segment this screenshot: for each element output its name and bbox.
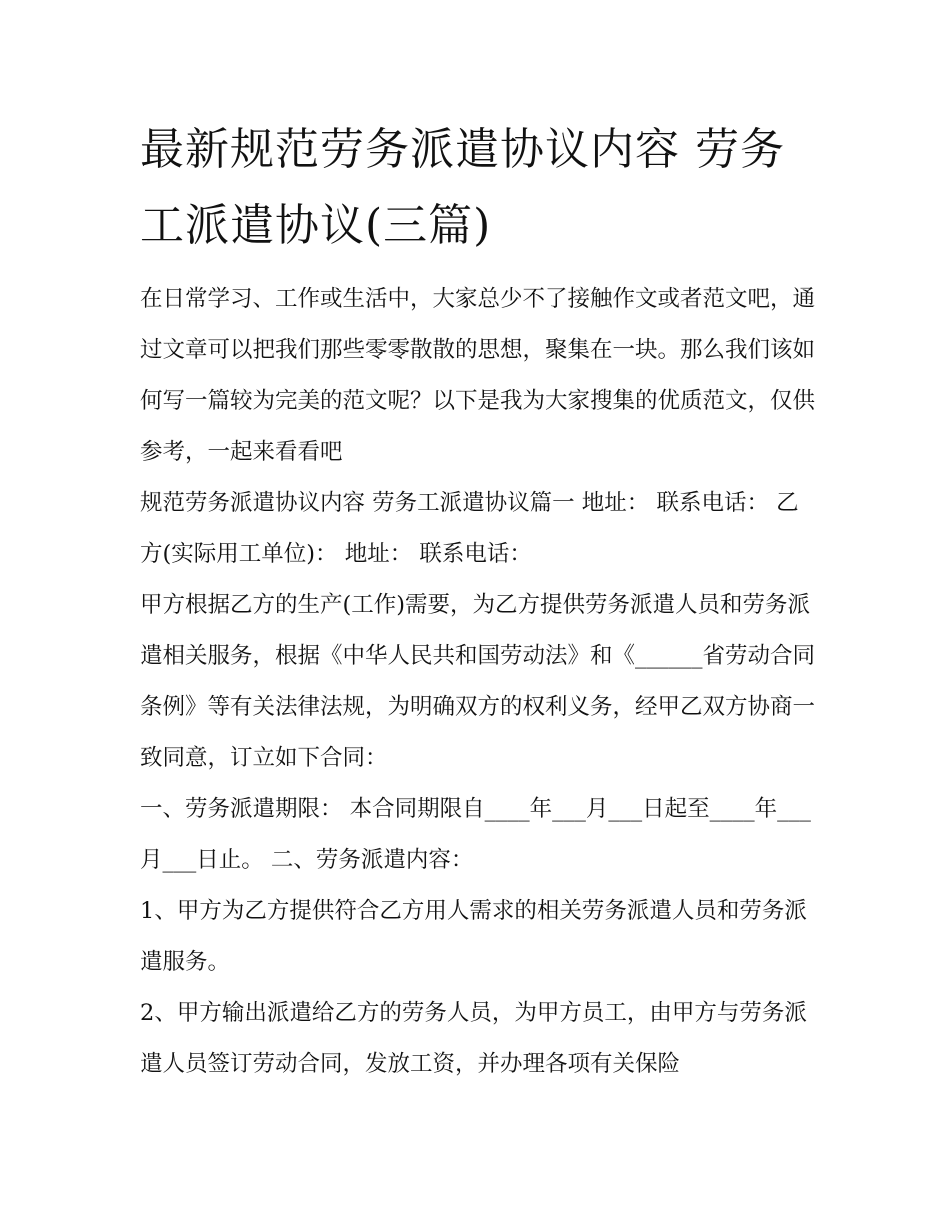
contract-header-paragraph: 规范劳务派遣协议内容 劳务工派遣协议篇一 地址： 联系电话： 乙方(实际用工单位)： 地址： 联系电话： <box>140 490 799 567</box>
clause-2-paragraph: 2、甲方输出派遣给乙方的劳务人员，为甲方员工，由甲方与劳务派遣人员签订劳动合同，发放工资，并办理各项有关保险 <box>140 1000 807 1077</box>
document-body <box>140 274 820 1090</box>
term-paragraph: 一、劳务派遣期限： 本合同期限自____年___月___日起至____年___月___日止。 二、劳务派遣内容： <box>140 796 811 873</box>
clause-1-paragraph: 1、甲方为乙方提供符合乙方用人需求的相关劳务派遣人员和劳务派遣服务。 <box>140 898 807 975</box>
intro-paragraph: 在日常学习、工作或生活中，大家总少不了接触作文或者范文吧，通过文章可以把我们那些零零散散的思想，聚集在一块。那么我们该如何写一篇较为完美的范文呢？以下是我为大家搜集的优质范文，仅供参考，一起来看看吧 <box>140 286 816 465</box>
document-title: 最新规范劳务派遣协议内容 劳务工派遣协议(三篇) <box>140 124 785 251</box>
preamble-paragraph: 甲方根据乙方的生产(工作)需要，为乙方提供劳务派遣人员和劳务派遣相关服务，根据《中华人民共和国劳动法》和《______省劳动合同条例》等有关法律法规，为明确双方的权利义务，经甲乙双方协商一致同意，订立如下合同： <box>140 592 816 771</box>
